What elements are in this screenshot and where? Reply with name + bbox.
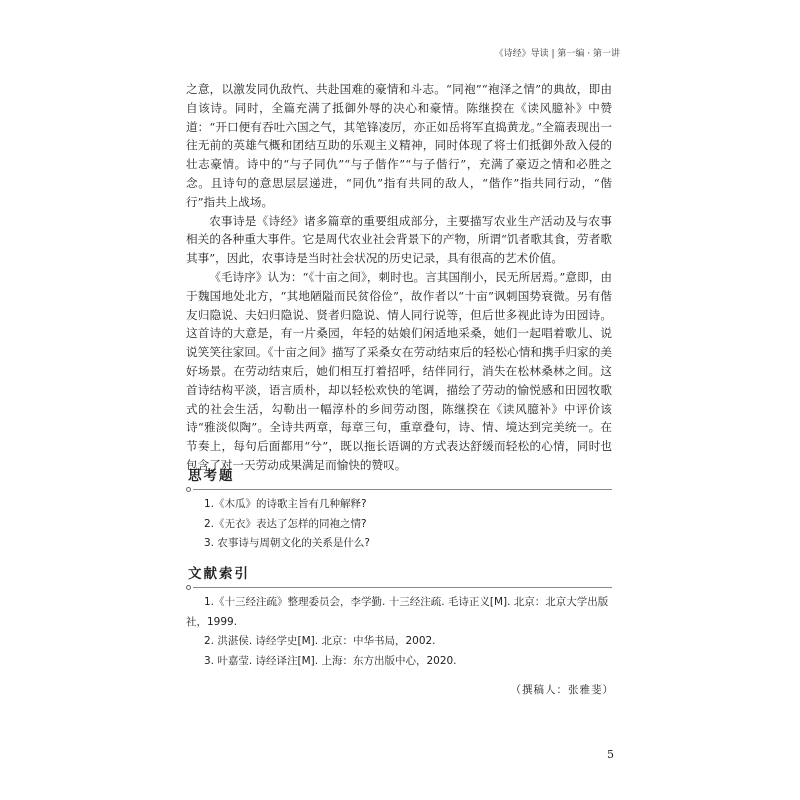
references-section bbox=[186, 562, 612, 671]
body-paragraph: 《毛诗序》认为：“《十亩之间》，刺时也。言其国削小，民无所居焉。”意即，由于魏国地处北方，“其地陋隘而民贫俗俭”，故作者以“十亩”讽刺国势衰微。另有偕友归隐说、夫妇归隐说、贤者归隐说、情人同行说等，但后世多视此诗为田园诗。这首诗的大意是，有一片桑园，年轻的姑娘们闲适地采桑，她们一起唱着歌儿、说说笑笑往家回。《十亩之间》描写了采桑女在劳动结束后的轻松心情和携手归家的美好场景。在劳动结束后，她们相互打着招呼，结伴同行，消失在松林桑林之间。这首诗结构平淡，语言质朴，却以轻松欢快的笔调，描绘了劳动的愉悦感和田园牧歌式的社会生活，勾勒出一幅淳朴的乡间劳动图，陈继揆在《读风臆补》中评价该诗“雅淡似陶”。全诗共两章，每章三句，重章叠句，诗、情、境达到完美统一。在节奏上，每句后面都用“兮”，既以拖长语调的方式表达舒缓而轻松的心情，同时也包含了对一天劳动成果满足而愉快的赞叹。 bbox=[186, 269, 612, 472]
running-header: 《诗经》导读 | 第一编 · 第一讲 bbox=[494, 49, 620, 59]
list-item: 3. 农事诗与周朝文化的关系是什么? bbox=[204, 537, 370, 549]
references-title: 文献索引 bbox=[188, 566, 250, 582]
body-paragraph: 之意，以激发同仇敌忾、共赴国难的豪情和斗志。“同袍”“袍泽之情”的典故，即由自该诗。同时，全篇充满了抵御外辱的决心和豪情。陈继揆在《读风臆补》中赞道：“开口便有吞吐六国之气，其笔锋凌厉，亦正如岳将军直捣黄龙。”全篇表现出一往无前的英雄气概和团结互助的乐观主义精神，同时体现了将士们抵御外敌入侵的壮志豪情。诗中的“与子同仇”“与子偕作”“与子偕行”，充满了豪迈之情和必胜之念。且诗句的意思层层递进，“同仇”指有共同的敌人，“偕作”指共同行动，“偕行”指共上战场。 bbox=[186, 82, 612, 209]
author-note: （撰稿人：张雅斐） bbox=[510, 684, 614, 696]
page-number: 5 bbox=[607, 748, 614, 761]
body-paragraph: 农事诗是《诗经》诸多篇章的重要组成部分，主要描写农业生产活动及与农事相关的各种重大事件。它是周代农业社会背景下的产物，所谓“饥者歌其食，劳者歌其事”，因此，农事诗是当时社会状况的历史记录，具有很高的艺术价值。 bbox=[186, 213, 612, 266]
questions-title: 思考题 bbox=[188, 468, 235, 484]
list-item: 1.《十三经注疏》整理委员会，李学勤. 十三经注疏. 毛诗正义[M]. 北京：北京大学出版社，1999. bbox=[186, 596, 609, 628]
section-divider bbox=[186, 585, 612, 591]
circle-ornament-icon bbox=[186, 487, 191, 492]
body-text bbox=[186, 80, 612, 475]
list-item: 3. 叶嘉莹. 诗经译注[M]. 上海：东方出版中心，2020. bbox=[204, 654, 457, 667]
section-divider bbox=[186, 487, 612, 493]
list-item: 2.《无衣》表达了怎样的同袍之情? bbox=[204, 517, 367, 530]
circle-ornament-icon bbox=[186, 585, 191, 590]
questions-section bbox=[186, 464, 612, 554]
references-list bbox=[186, 593, 612, 671]
list-item: 1.《木瓜》的诗歌主旨有几种解释? bbox=[204, 498, 367, 510]
list-item: 2. 洪湛侯. 诗经学史[M]. 北京：中华书局，2002. bbox=[204, 635, 436, 647]
questions-list bbox=[186, 495, 612, 554]
